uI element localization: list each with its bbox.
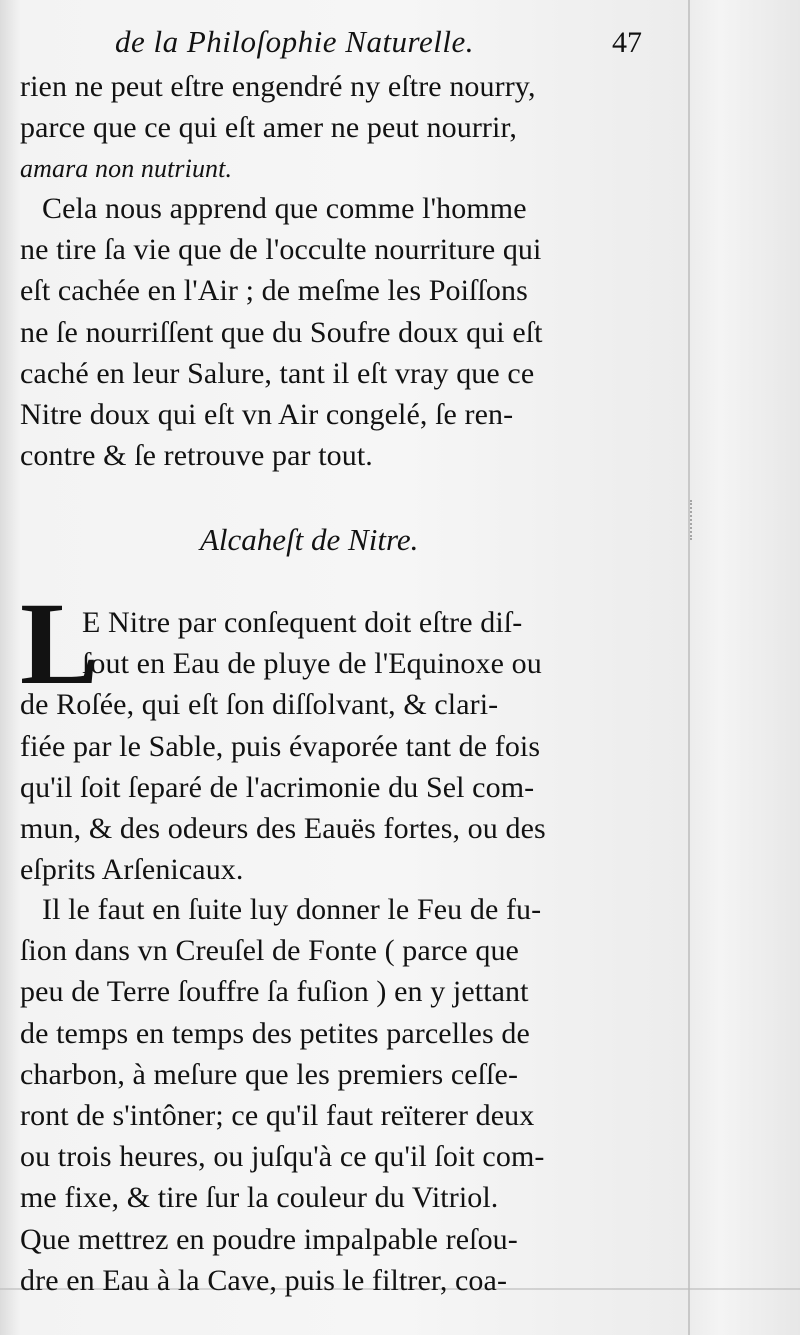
running-title: de la Philoſophie Naturelle.: [115, 24, 474, 59]
section-title-text: Alcaheſt de Nitre.: [200, 522, 419, 557]
text-line: rien ne peut eſtre engendré ny eſtre nourry,: [20, 70, 536, 103]
text-line: ront de s'intôner; ce qu'il faut reïterer deux: [20, 1098, 535, 1132]
running-head: [20, 24, 680, 68]
text-line: qu'il ſoit ſeparé de l'acrimonie du Sel com-: [20, 770, 535, 804]
text-line: charbon, à meſure que les premiers ceſſe-: [20, 1057, 519, 1091]
text-line: ne ſe nourriſſent que du Soufre doux qui eſt: [20, 315, 543, 349]
text-line: caché en leur Salure, tant il eſt vray que ce: [20, 356, 535, 390]
text-line: contre & ſe retrouve par tout.: [20, 439, 373, 473]
text-line: E Nitre par conſequent doit eſtre diſ-: [82, 606, 523, 639]
text-line: fiée par le Sable, puis évaporée tant de fois: [20, 729, 541, 763]
paragraph-cela: [20, 188, 670, 476]
paragraph-alcahest: [20, 602, 670, 890]
text-line: de Roſée, qui eſt ſon diſſolvant, & clari-: [20, 688, 499, 722]
text-line: ſout en Eau de pluye de l'Equinoxe ou: [82, 647, 542, 681]
drop-cap: L: [20, 578, 99, 709]
text-line: ſion dans vn Creuſel de Fonte ( parce que: [20, 934, 519, 968]
text-line: eſt cachée en l'Air ; de meſme les Poiſſons: [20, 274, 528, 308]
latin-quote: amara non nutriunt.: [20, 154, 233, 184]
paragraph-fusion: [20, 889, 670, 1301]
text-line: Cela nous apprend que comme l'homme: [42, 192, 527, 225]
text-line: eſprits Arſenicaux.: [20, 853, 244, 887]
text-line: parce que ce qui eſt amer ne peut nourrir,: [20, 111, 517, 145]
text-line: dre en Eau à la Cave, puis le filtrer, coa-: [20, 1263, 508, 1297]
page-edge-right: [688, 0, 690, 1335]
text-line: mun, & des odeurs des Eauës fortes, ou des: [20, 811, 546, 845]
paragraph-continued: [20, 66, 670, 190]
text-line: ou trois heures, ou juſqu'à ce qu'il ſoit com-: [20, 1140, 545, 1174]
text-line: peu de Terre ſouffre ſa fuſion ) en y jettant: [20, 975, 529, 1009]
text-line: Que mettrez en poudre impalpable reſou-: [20, 1222, 518, 1256]
page-number: 47: [612, 26, 642, 59]
text-line: me fixe, & tire ſur la couleur du Vitriol.: [20, 1181, 499, 1215]
text-line: Il le faut en ſuite luy donner le Feu de fu-: [42, 893, 542, 926]
text-line: de temps en temps des petites parcelles de: [20, 1016, 530, 1050]
text-line: Nitre doux qui eſt vn Air congelé, ſe ren-: [20, 397, 514, 431]
text-line: ne tire ſa vie que de l'occulte nourriture qui: [20, 233, 542, 267]
margin-mark: [690, 500, 698, 540]
